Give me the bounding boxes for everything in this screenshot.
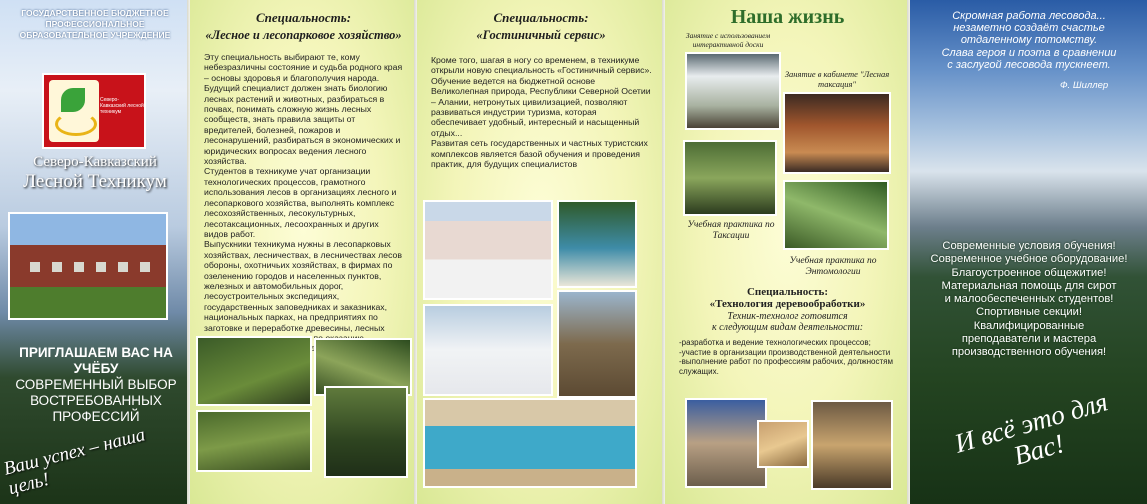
forestry-heading-value: «Лесное и лесопарковое хозяйство» bbox=[205, 28, 402, 42]
taxation-practice-photo bbox=[683, 140, 777, 216]
schiller-quote: Скромная работа лесовода... незаметно создаёт счастье отдаленному потомству. Слава героя и поэта в сравнении с заслугой лесовода тускнеет. bbox=[941, 10, 1117, 71]
ski-resort-photo bbox=[423, 304, 553, 396]
hotel-service-panel bbox=[417, 0, 665, 504]
preparation-line2: к следующим видам деятельности: bbox=[711, 322, 864, 333]
woodwork-photo-2 bbox=[811, 400, 893, 490]
caption-taxation-classroom: Занятие в кабинете "Лесная таксация" bbox=[784, 69, 890, 89]
college-title bbox=[0, 153, 190, 193]
title-line1: Северо-Кавказский bbox=[33, 154, 157, 170]
caption-entomology-practice: Учебная практика по Энтомологии bbox=[789, 256, 877, 277]
entomology-practice-photo bbox=[783, 180, 889, 250]
lake-photo bbox=[557, 200, 637, 288]
our-life-panel bbox=[665, 0, 910, 504]
hotel-heading-value: «Гостиничный сервис» bbox=[476, 28, 606, 42]
invitation bbox=[6, 345, 186, 425]
interactive-board-photo bbox=[685, 52, 781, 130]
invitation-subline: СОВРЕМЕННЫЙ ВЫБОР ВОСТРЕБОВАННЫХ ПРОФЕССИЙ bbox=[15, 377, 177, 424]
caption-taxation-practice: Учебная практика по Таксации bbox=[687, 220, 775, 241]
activities-list: -разработка и ведение технологических процессов; -участие в организации производственной деятельности -выполнение работ по профессиям рабочих, должностям служащих. bbox=[679, 338, 893, 376]
cover-panel bbox=[0, 0, 190, 504]
emblem-icon bbox=[49, 80, 99, 142]
preparation-line1: Техник-технолог готовится bbox=[727, 311, 848, 322]
invitation-headline: ПРИГЛАШАЕМ ВАС НА УЧЁБУ bbox=[19, 345, 173, 376]
forestry-photo-3 bbox=[196, 410, 312, 472]
logo-text: Северо-Кавказский лесной техникум bbox=[100, 97, 144, 115]
college-logo bbox=[42, 73, 146, 149]
forestry-photo-4 bbox=[324, 386, 408, 478]
closing-slogan: И всё это для Вас! bbox=[951, 386, 1112, 471]
forestry-panel bbox=[190, 0, 417, 504]
woodwork-spec-label: Специальность: bbox=[746, 286, 829, 298]
organization-name: ГОСУДАРСТВЕННОЕ БЮДЖЕТНОЕ ПРОФЕССИОНАЛЬНОЕ ОБРАЗОВАТЕЛЬНОЕ УЧРЕЖДЕНИЕ bbox=[19, 8, 171, 40]
forestry-heading-label: Специальность: bbox=[255, 10, 352, 25]
woodwork-photo-1 bbox=[685, 398, 767, 488]
hotel-heading-label: Специальность: bbox=[493, 10, 589, 25]
horse-tour-photo bbox=[557, 290, 637, 398]
forestry-photo-1 bbox=[196, 336, 312, 406]
hotel-description: Кроме того, шагая в ногу со временем, в техникуме открыли новую специальность «Гостиничный сервис». Обучение ведется на бюджетной основе Великолепная природа, Республики Северной Осетии – Алании, нетронутых цивилизацией, позволяют развиваться индустрии туризма, которая обеспечивает удобный, интересный и насыщенный отдых... Развитая сеть государственных и частных туристских комплексов является базой обучения и проведения практик, для будущих специалистов bbox=[431, 55, 652, 170]
quote-author: Ф. Шиллер bbox=[1060, 80, 1109, 91]
hotel-building-photo bbox=[423, 200, 553, 300]
caption-interactive-board: Занятие с использованием интерактивной доски bbox=[685, 31, 771, 49]
back-cover-panel bbox=[910, 0, 1147, 504]
slogan: Ваш успех – наша цель! bbox=[1, 424, 148, 500]
wood-house-icon bbox=[757, 420, 809, 468]
swimming-pool-photo bbox=[423, 398, 637, 488]
title-line2: Лесной Техникум bbox=[23, 171, 167, 192]
woodwork-spec-value: «Технология деревообработки» bbox=[709, 298, 866, 310]
taxation-classroom-photo bbox=[783, 92, 891, 174]
forestry-description: Эту специальность выбирают те, кому небезразличны состояние и судьба родного края – основы здоровья и благополучия народа. Будущий специалист должен знать биологию лесных растений и животных, разбираться в почвах, понимать сложную жизнь лесных сообществ, знать правила защиты от вредителей, болезней, пожаров и лесонарушений, разбираться в экономических и юридических вопросах ведения лесного хозяйства. Студентов в техникуме учат организации технологических процессов, грамотного использования лесов в организациях лесного и лесопаркового хозяйства, выполнять комплекс лесохозяйственных, лесокультурных, лесотаксационных, лесоохранных и других видов работ. Выпускники техникума нужны в лесопарковых хозяйствах, лесничествах, в лесничествах лесов обороны, охотничьих хозяйствах, в фирмах по озеленению городов и населенных пунктов, железных и автомобильных дорог, лесоустроительных экспедициях, государственных заповедниках и заказниках, национальных парках, на предприятиях по заготовке и переработке древесины, лесных bbox=[204, 52, 403, 333]
our-life-title: Наша жизнь bbox=[730, 6, 845, 28]
benefits-list: Современные условия обучения! Современное учебное оборудование! Благоустроенное общежитие! Материальная помощь для сирот и малообеспеченных студентов! Спортивные секции! Квалифицированные преподаватели и мастера производственного обучения! bbox=[930, 240, 1128, 359]
college-building-photo bbox=[8, 212, 168, 320]
